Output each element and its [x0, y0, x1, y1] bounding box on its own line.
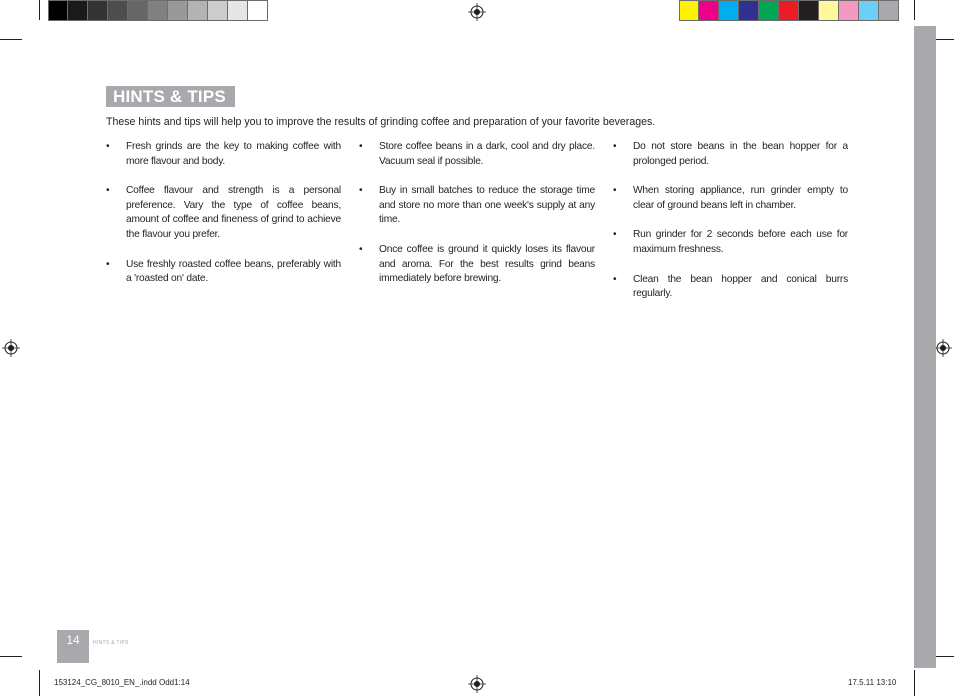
- bullet-icon: •: [359, 185, 363, 197]
- list-item: • Store coffee beans in a dark, cool and dry place. Vacuum seal if possible.: [359, 141, 595, 167]
- cmyk-color-bar: [679, 0, 899, 22]
- color-swatch: [839, 0, 859, 21]
- color-swatch: [779, 0, 799, 21]
- bullet-icon: •: [359, 141, 363, 152]
- list-item: • Use freshly roasted coffee beans, preferably with a 'roasted on' date.: [106, 258, 341, 285]
- color-swatch: [108, 0, 128, 21]
- bullet-icon: •: [106, 185, 110, 197]
- page-number: 14: [57, 630, 89, 663]
- list-item: • Clean the bean hopper and conical burrs regularly.: [613, 273, 848, 300]
- color-swatch: [148, 0, 168, 21]
- color-swatch: [208, 0, 228, 21]
- bullet-icon: •: [613, 141, 617, 152]
- crop-mark: [0, 39, 22, 40]
- registration-mark-icon: [468, 675, 486, 693]
- color-swatch: [188, 0, 208, 21]
- page-title: HINTS & TIPS: [106, 86, 235, 107]
- bullet-icon: •: [613, 185, 617, 197]
- color-swatch: [168, 0, 188, 21]
- color-swatch: [128, 0, 148, 21]
- list-item: • Fresh grinds are the key to making coffee with more flavour and body.: [106, 141, 341, 167]
- color-swatch: [859, 0, 879, 21]
- bullet-icon: •: [359, 243, 363, 255]
- list-item: • Run grinder for 2 seconds before each use for maximum freshness.: [613, 229, 848, 255]
- crop-mark: [914, 0, 915, 20]
- crop-mark: [39, 0, 40, 20]
- bullet-icon: •: [106, 258, 110, 270]
- list-item: • Do not store beans in the bean hopper for a prolonged period.: [613, 141, 848, 167]
- color-swatch: [799, 0, 819, 21]
- color-swatch: [679, 0, 699, 21]
- color-swatch: [88, 0, 108, 21]
- grayscale-color-bar: [48, 0, 268, 22]
- bullet-icon: •: [613, 273, 617, 285]
- tips-column-1: [106, 140, 341, 302]
- tips-column-2: [359, 140, 595, 302]
- color-swatch: [819, 0, 839, 21]
- intro-paragraph: These hints and tips will help you to improve the results of grinding coffee and preparation of your favorite beverages.: [106, 116, 656, 128]
- list-item: • Buy in small batches to reduce the storage time and store no more than one week's supply at any time.: [359, 185, 595, 226]
- bullet-icon: •: [613, 229, 617, 241]
- registration-mark-icon: [468, 3, 486, 21]
- color-swatch: [228, 0, 248, 21]
- slug-file-info: 153124_CG_8010_EN_.indd Odd1:14: [54, 678, 190, 687]
- color-swatch: [739, 0, 759, 21]
- color-swatch: [48, 0, 68, 21]
- list-item: • When storing appliance, run grinder empty to clear of ground beans left in chamber.: [613, 185, 848, 211]
- color-swatch: [759, 0, 779, 21]
- bullet-icon: •: [106, 141, 110, 152]
- crop-mark: [0, 656, 22, 657]
- color-swatch: [248, 0, 268, 21]
- registration-mark-icon: [934, 339, 952, 357]
- side-tab: [914, 26, 936, 668]
- footer-section-label: HINTS & TIPS: [93, 640, 129, 646]
- crop-mark: [39, 670, 40, 696]
- slug-date-time: 17.5.11 13:10: [848, 678, 897, 687]
- tips-column-3: [613, 140, 848, 317]
- registration-mark-icon: [2, 339, 20, 357]
- color-swatch: [699, 0, 719, 21]
- color-swatch: [719, 0, 739, 21]
- color-swatch: [68, 0, 88, 21]
- crop-mark: [914, 670, 915, 696]
- color-swatch: [879, 0, 899, 21]
- list-item: • Coffee flavour and strength is a personal preference. Vary the type of coffee beans, amount of coffee and fineness of grind to achieve the flavour you prefer.: [106, 185, 341, 240]
- list-item: • Once coffee is ground it quickly loses its flavour and aroma. For the best results grind beans immediately before brewing.: [359, 243, 595, 285]
